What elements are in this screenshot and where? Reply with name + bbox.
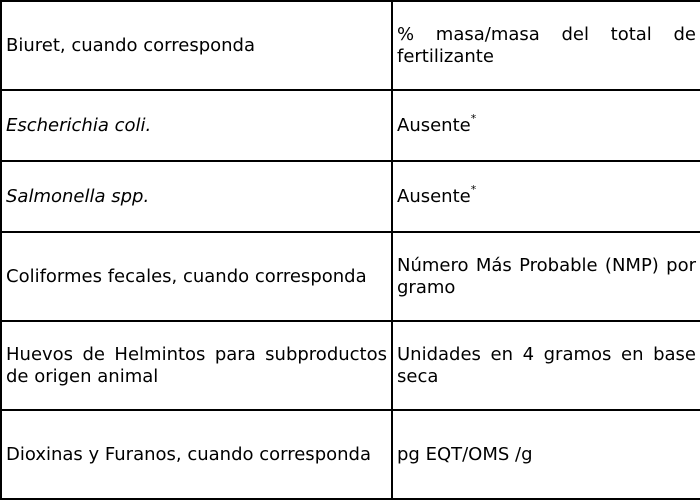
footnote-mark: * [470, 182, 477, 196]
unit-text: Ausente [397, 114, 471, 136]
table-row [1, 1, 700, 90]
table-row [1, 90, 700, 161]
unit-cell: Número Más Probable (NMP) por gramo [392, 232, 700, 321]
parameter-cell: Biuret, cuando corresponda [1, 1, 392, 90]
table-row [1, 410, 700, 499]
unit-cell: % masa/masa del total de fertilizante [392, 1, 700, 90]
unit-cell [392, 90, 700, 161]
parameter-cell: Huevos de Helmintos para subproductos de origen animal [1, 321, 392, 410]
parameter-cell: Coliformes fecales, cuando corresponda [1, 232, 392, 321]
table-row [1, 232, 700, 321]
table-row [1, 321, 700, 410]
unit-cell: Unidades en 4 gramos en base seca [392, 321, 700, 410]
unit-text: Ausente [397, 185, 471, 207]
unit-cell: pg EQT/OMS /g [392, 410, 700, 499]
footnote-mark: * [470, 111, 477, 125]
parameter-cell: Dioxinas y Furanos, cuando corresponda [1, 410, 392, 499]
table-row [1, 161, 700, 232]
unit-cell [392, 161, 700, 232]
parameter-cell: Salmonella spp. [1, 161, 392, 232]
parameter-cell: Escherichia coli. [1, 90, 392, 161]
